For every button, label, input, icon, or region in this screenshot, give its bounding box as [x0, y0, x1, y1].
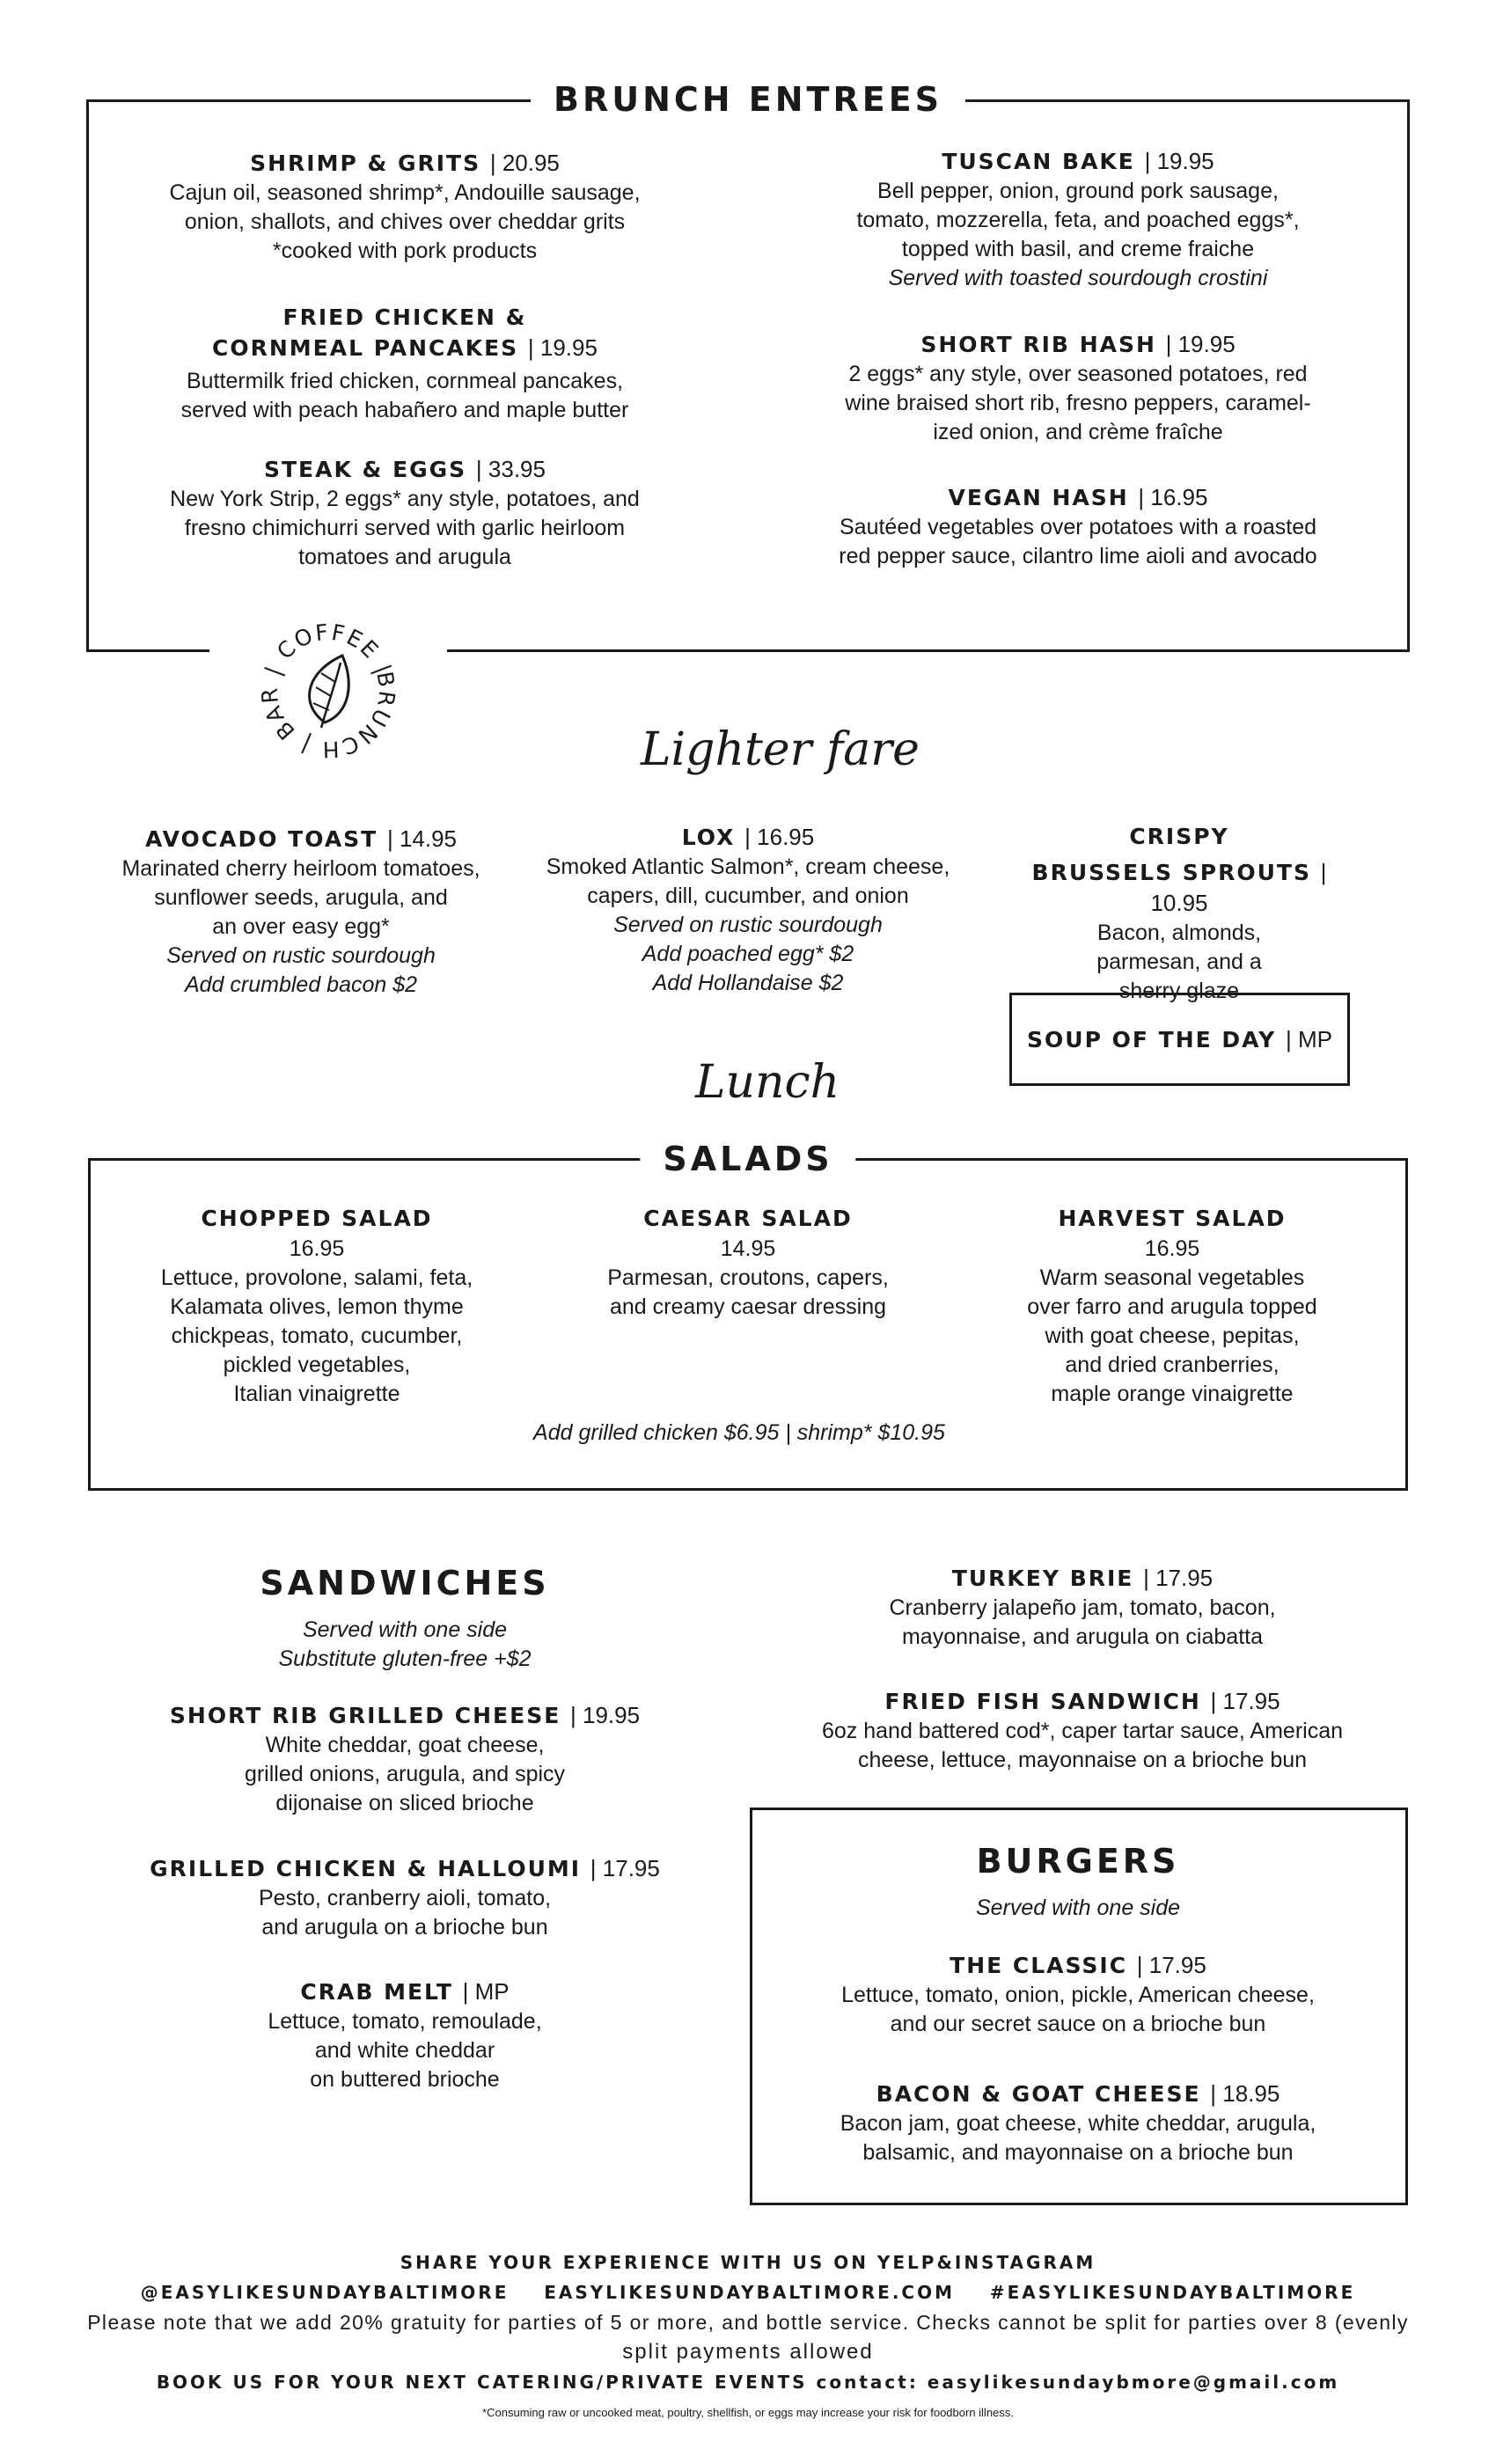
item-desc: sunflower seeds, arugula, and: [154, 885, 448, 910]
item-desc: Bacon, almonds,: [1096, 920, 1262, 945]
item-desc: and arugula on a brioche bun: [261, 1915, 548, 1940]
sandwiches-notes: [141, 1616, 669, 1674]
item-desc: Lettuce, tomato, onion, pickle, American cheese,: [841, 1983, 1315, 2007]
burgers-note: Served with one side: [975, 1896, 1181, 1920]
item-price: 16.95: [757, 824, 815, 850]
lighter-fare-heading: Lighter fare: [641, 723, 920, 776]
menu-item-the-classic: THE CLASSIC | 17.95 Lettuce, tomato, onion, pickle, American cheese, and our secret sauce on a brioche bun: [774, 1950, 1382, 2039]
item-name: SHORT RIB GRILLED CHEESE: [169, 1703, 561, 1728]
item-desc: and dried cranberries,: [1065, 1353, 1280, 1377]
item-desc: cheese, lettuce, mayonnaise on a brioche bun: [857, 1748, 1308, 1772]
item-desc: red pepper sauce, cilantro lime aioli and avocado: [839, 544, 1317, 568]
item-desc: Cajun oil, seasoned shrimp*, Andouille sausage,: [169, 180, 641, 205]
item-desc: mayonnaise, and arugula on ciabatta: [901, 1624, 1263, 1649]
sandwiches-note: Served with one side: [302, 1617, 508, 1642]
sandwiches-title: SANDWICHES: [260, 1564, 550, 1602]
item-desc: 6oz hand battered cod*, caper tartar sauce, American: [821, 1719, 1344, 1743]
item-desc: capers, dill, cucumber, and onion: [587, 884, 909, 908]
item-desc: with goat cheese, pepitas,: [1045, 1324, 1300, 1348]
footer-handles: @EASYLIKESUNDAYBALTIMORE EASYLIKESUNDAYBALTIMORE.COM #EASYLIKESUNDAYBALTIMORE: [140, 2282, 1356, 2303]
item-price: 19.95: [582, 1702, 641, 1728]
item-desc: chickpeas, tomato, cucumber,: [171, 1324, 463, 1348]
item-price: 20.95: [502, 150, 560, 176]
item-desc: over farro and arugula topped: [1027, 1294, 1317, 1319]
item-price: 19.95: [539, 334, 598, 361]
item-desc: 2 eggs* any style, over seasoned potatoes, red: [848, 362, 1308, 386]
burgers-title: BURGERS: [976, 1842, 1180, 1881]
item-price: 19.95: [1177, 331, 1236, 357]
item-price: 18.95: [1222, 2080, 1280, 2107]
item-name: LOX: [681, 825, 736, 850]
menu-item-brussels-sprouts: CRISPY BRUSSELS SPROUTS | 10.95 Bacon, almonds, parmesan, and a sherry glaze: [1003, 822, 1355, 1006]
brunch-entrees-title: BRUNCH ENTREES: [531, 83, 965, 116]
item-price: 33.95: [488, 456, 546, 482]
item-name: CAESAR SALAD: [643, 1206, 853, 1231]
menu-item-fried-fish-sandwich: FRIED FISH SANDWICH | 17.95 6oz hand battered cod*, caper tartar sauce, American cheese, lettuce, mayonnaise on a brioche bun: [774, 1686, 1390, 1775]
menu-item-short-rib-hash: SHORT RIB HASH | 19.95 2 eggs* any style, over seasoned potatoes, red wine braised short rib, fresno peppers, caramel- ized onion, and crème fraîche: [796, 329, 1360, 447]
item-desc: Marinated cherry heirloom tomatoes,: [121, 856, 480, 881]
menu-item-shrimp-grits: SHRIMP & GRITS | 20.95 Cajun oil, seasoned shrimp*, Andouille sausage, onion, shallots, and chives over cheddar grits *cooked with pork products: [123, 148, 686, 266]
item-name: STEAK & EGGS: [264, 457, 467, 482]
item-desc: pickled vegetables,: [223, 1353, 411, 1377]
item-price: 16.95: [1150, 484, 1208, 510]
item-note: Served on rustic sourdough: [166, 943, 436, 968]
menu-item-crab-melt: CRAB MELT | MP Lettuce, tomato, remoulade, and white cheddar on buttered brioche: [141, 1976, 669, 2094]
item-name: BRUSSELS SPROUTS: [1031, 860, 1311, 885]
menu-item-tuscan-bake: TUSCAN BAKE | 19.95 Bell pepper, onion, ground pork sausage, tomato, mozzerella, feta, and poached eggs*, topped with basil, and creme fraiche Served with toasted sourdough crostini: [796, 146, 1360, 293]
footer-gratuity-line: Please note that we add 20% gratuity for parties of 5 or more, and bottle service. Checks cannot be split for parties over 8 (evenly: [87, 2311, 1409, 2334]
item-price: 17.95: [1155, 1565, 1214, 1591]
item-price: 10.95: [1150, 890, 1208, 916]
footer-booking: BOOK US FOR YOUR NEXT CATERING/PRIVATE EVENTS contact: easylikesundaybmore@gmail.com: [156, 2372, 1340, 2393]
item-name: SHORT RIB HASH: [920, 332, 1156, 357]
item-desc: White cheddar, goat cheese,: [265, 1733, 545, 1757]
item-desc: an over easy egg*: [212, 914, 390, 939]
menu-item-grilled-chicken-halloumi: GRILLED CHICKEN & HALLOUMI | 17.95 Pesto, cranberry aioli, tomato, and arugula on a brioche bun: [141, 1853, 669, 1942]
menu-item-turkey-brie: TURKEY BRIE | 17.95 Cranberry jalapeño jam, tomato, bacon, mayonnaise, and arugula on ciabatta: [774, 1563, 1390, 1652]
item-desc: ized onion, and crème fraîche: [933, 420, 1223, 444]
item-desc: Parmesan, croutons, capers,: [607, 1265, 889, 1290]
item-desc: sherry glaze: [1118, 979, 1240, 1003]
menu-item-harvest-salad: [979, 1204, 1366, 1409]
item-name: VEGAN HASH: [948, 485, 1129, 510]
item-desc: Kalamata olives, lemon thyme: [170, 1294, 464, 1319]
item-price: 16.95: [1144, 1236, 1200, 1261]
item-price: 19.95: [1156, 148, 1214, 174]
item-price: 17.95: [1222, 1688, 1280, 1714]
item-desc: topped with basil, and creme fraiche: [901, 237, 1255, 261]
item-desc: and creamy caesar dressing: [609, 1294, 887, 1319]
item-name: HARVEST SALAD: [1058, 1206, 1287, 1231]
item-desc: Smoked Atlantic Salmon*, cream cheese,: [546, 854, 950, 879]
brand-logo: [209, 576, 447, 770]
item-desc: wine braised short rib, fresno peppers, caramel-: [845, 391, 1311, 415]
footer-share: SHARE YOUR EXPERIENCE WITH US ON YELP&INSTAGRAM: [400, 2252, 1096, 2273]
item-desc: New York Strip, 2 eggs* any style, potatoes, and: [170, 487, 640, 511]
item-desc: Lettuce, tomato, remoulade,: [268, 2009, 542, 2034]
sandwiches-note: Substitute gluten-free +$2: [278, 1646, 532, 1671]
menu-item-lox: LOX | 16.95 Smoked Atlantic Salmon*, cream cheese, capers, dill, cucumber, and onion Served on rustic sourdough Add poached egg* $2 Add Hollandaise $2: [537, 822, 959, 998]
item-desc: Lettuce, provolone, salami, feta,: [160, 1265, 473, 1290]
item-name: SOUP OF THE DAY: [1027, 1026, 1277, 1052]
menu-item-short-rib-grilled-cheese: SHORT RIB GRILLED CHEESE | 19.95 White cheddar, goat cheese, grilled onions, arugula, and spicy dijonaise on sliced brioche: [141, 1700, 669, 1818]
item-price: 14.95: [399, 825, 458, 852]
menu-item-steak-eggs: STEAK & EGGS | 33.95 New York Strip, 2 eggs* any style, potatoes, and fresno chimichurri served with garlic heirloom tomatoes and arugula: [123, 454, 686, 572]
item-desc: tomatoes and arugula: [298, 545, 511, 569]
item-price: 17.95: [1148, 1952, 1206, 1978]
item-desc: parmesan, and a: [1096, 950, 1262, 974]
item-name: FRIED CHICKEN &: [282, 304, 527, 330]
item-name: FRIED FISH SANDWICH: [884, 1689, 1201, 1714]
item-name: THE CLASSIC: [950, 1953, 1128, 1978]
item-name: CHOPPED SALAD: [201, 1206, 433, 1231]
salads-title: SALADS: [640, 1142, 855, 1176]
item-name: GRILLED CHICKEN & HALLOUMI: [150, 1856, 582, 1881]
item-note: Add poached egg* $2: [642, 942, 854, 966]
item-desc: Sautéed vegetables over potatoes with a roasted: [839, 515, 1317, 539]
item-name: CRAB MELT: [300, 1979, 453, 2005]
item-name: TUSCAN BAKE: [942, 149, 1135, 174]
footer-gratuity-line: split payments allowed: [622, 2340, 874, 2364]
menu-item-vegan-hash: VEGAN HASH | 16.95 Sautéed vegetables over potatoes with a roasted red pepper sauce, cilantro lime aioli and avocado: [796, 482, 1360, 571]
item-name: CRISPY: [1129, 824, 1229, 849]
item-desc: Italian vinaigrette: [233, 1382, 400, 1406]
item-note: Add Hollandaise $2: [652, 971, 844, 995]
item-price: 16.95: [289, 1236, 345, 1261]
item-desc: served with peach habañero and maple butter: [180, 398, 629, 422]
lunch-heading: Lunch: [695, 1056, 840, 1109]
footer-disclaimer: *Consuming raw or uncooked meat, poultry, shellfish, or eggs may increase your risk for foodborn illness.: [482, 2406, 1014, 2419]
item-desc: Cranberry jalapeño jam, tomato, bacon,: [889, 1595, 1276, 1620]
item-name: TURKEY BRIE: [951, 1566, 1134, 1591]
item-note: Served with toasted sourdough crostini: [888, 266, 1268, 290]
item-price: 17.95: [602, 1855, 660, 1881]
item-desc: Bell pepper, onion, ground pork sausage,: [877, 179, 1279, 203]
item-desc: tomato, mozzerella, feta, and poached eggs*,: [856, 208, 1300, 232]
item-name: BACON & GOAT CHEESE: [876, 2081, 1201, 2107]
item-desc: Bacon jam, goat cheese, white cheddar, arugula,: [840, 2111, 1316, 2136]
menu-item-bacon-goat-cheese: BACON & GOAT CHEESE | 18.95 Bacon jam, goat cheese, white cheddar, arugula, balsamic, and mayonnaise on a brioche bun: [774, 2079, 1382, 2167]
item-price: MP: [1297, 1025, 1332, 1052]
item-note: Served on rustic sourdough: [613, 913, 883, 937]
item-desc: and white cheddar: [314, 2038, 495, 2063]
menu-item-avocado-toast: AVOCADO TOAST | 14.95 Marinated cherry heirloom tomatoes, sunflower seeds, arugula, and an over easy egg* Served on rustic sourdough Add crumbled bacon $2: [99, 824, 503, 1000]
item-price: 14.95: [720, 1236, 776, 1261]
item-name: SHRIMP & GRITS: [250, 150, 481, 176]
item-desc: balsamic, and mayonnaise on a brioche bun: [862, 2140, 1294, 2165]
item-desc: dijonaise on sliced brioche: [275, 1791, 534, 1815]
item-desc: and our secret sauce on a brioche bun: [890, 2012, 1266, 2036]
item-desc: fresno chimichurri served with garlic heirloom: [184, 516, 626, 540]
item-desc: grilled onions, arugula, and spicy: [244, 1762, 566, 1786]
menu-item-caesar-salad: [554, 1204, 942, 1322]
item-desc: *cooked with pork products: [272, 238, 538, 263]
item-desc: maple orange vinaigrette: [1051, 1382, 1294, 1406]
salad-addon-note: Add grilled chicken $6.95 | shrimp* $10.95: [533, 1420, 945, 1445]
item-desc: on buttered brioche: [310, 2067, 500, 2092]
menu-item-fried-chicken-pancakes: FRIED CHICKEN & CORNMEAL PANCAKES | 19.95 Buttermilk fried chicken, cornmeal pancakes, served with peach habañero and maple butter: [123, 303, 686, 425]
item-price: MP: [474, 1978, 510, 2005]
logo-ring-text: BRUNCH | BAR | COFFEE |: [256, 619, 400, 763]
item-note: Add crumbled bacon $2: [184, 972, 418, 997]
item-desc: Warm seasonal vegetables: [1039, 1265, 1305, 1290]
soup-of-the-day-box: SOUP OF THE DAY | MP: [1009, 993, 1350, 1086]
menu-item-chopped-salad: [123, 1204, 510, 1409]
item-desc: Buttermilk fried chicken, cornmeal pancakes,: [186, 369, 624, 393]
item-name: CORNMEAL PANCAKES: [212, 335, 519, 361]
item-desc: onion, shallots, and chives over cheddar grits: [184, 209, 626, 234]
item-desc: Pesto, cranberry aioli, tomato,: [258, 1886, 552, 1910]
item-name: AVOCADO TOAST: [144, 826, 378, 852]
